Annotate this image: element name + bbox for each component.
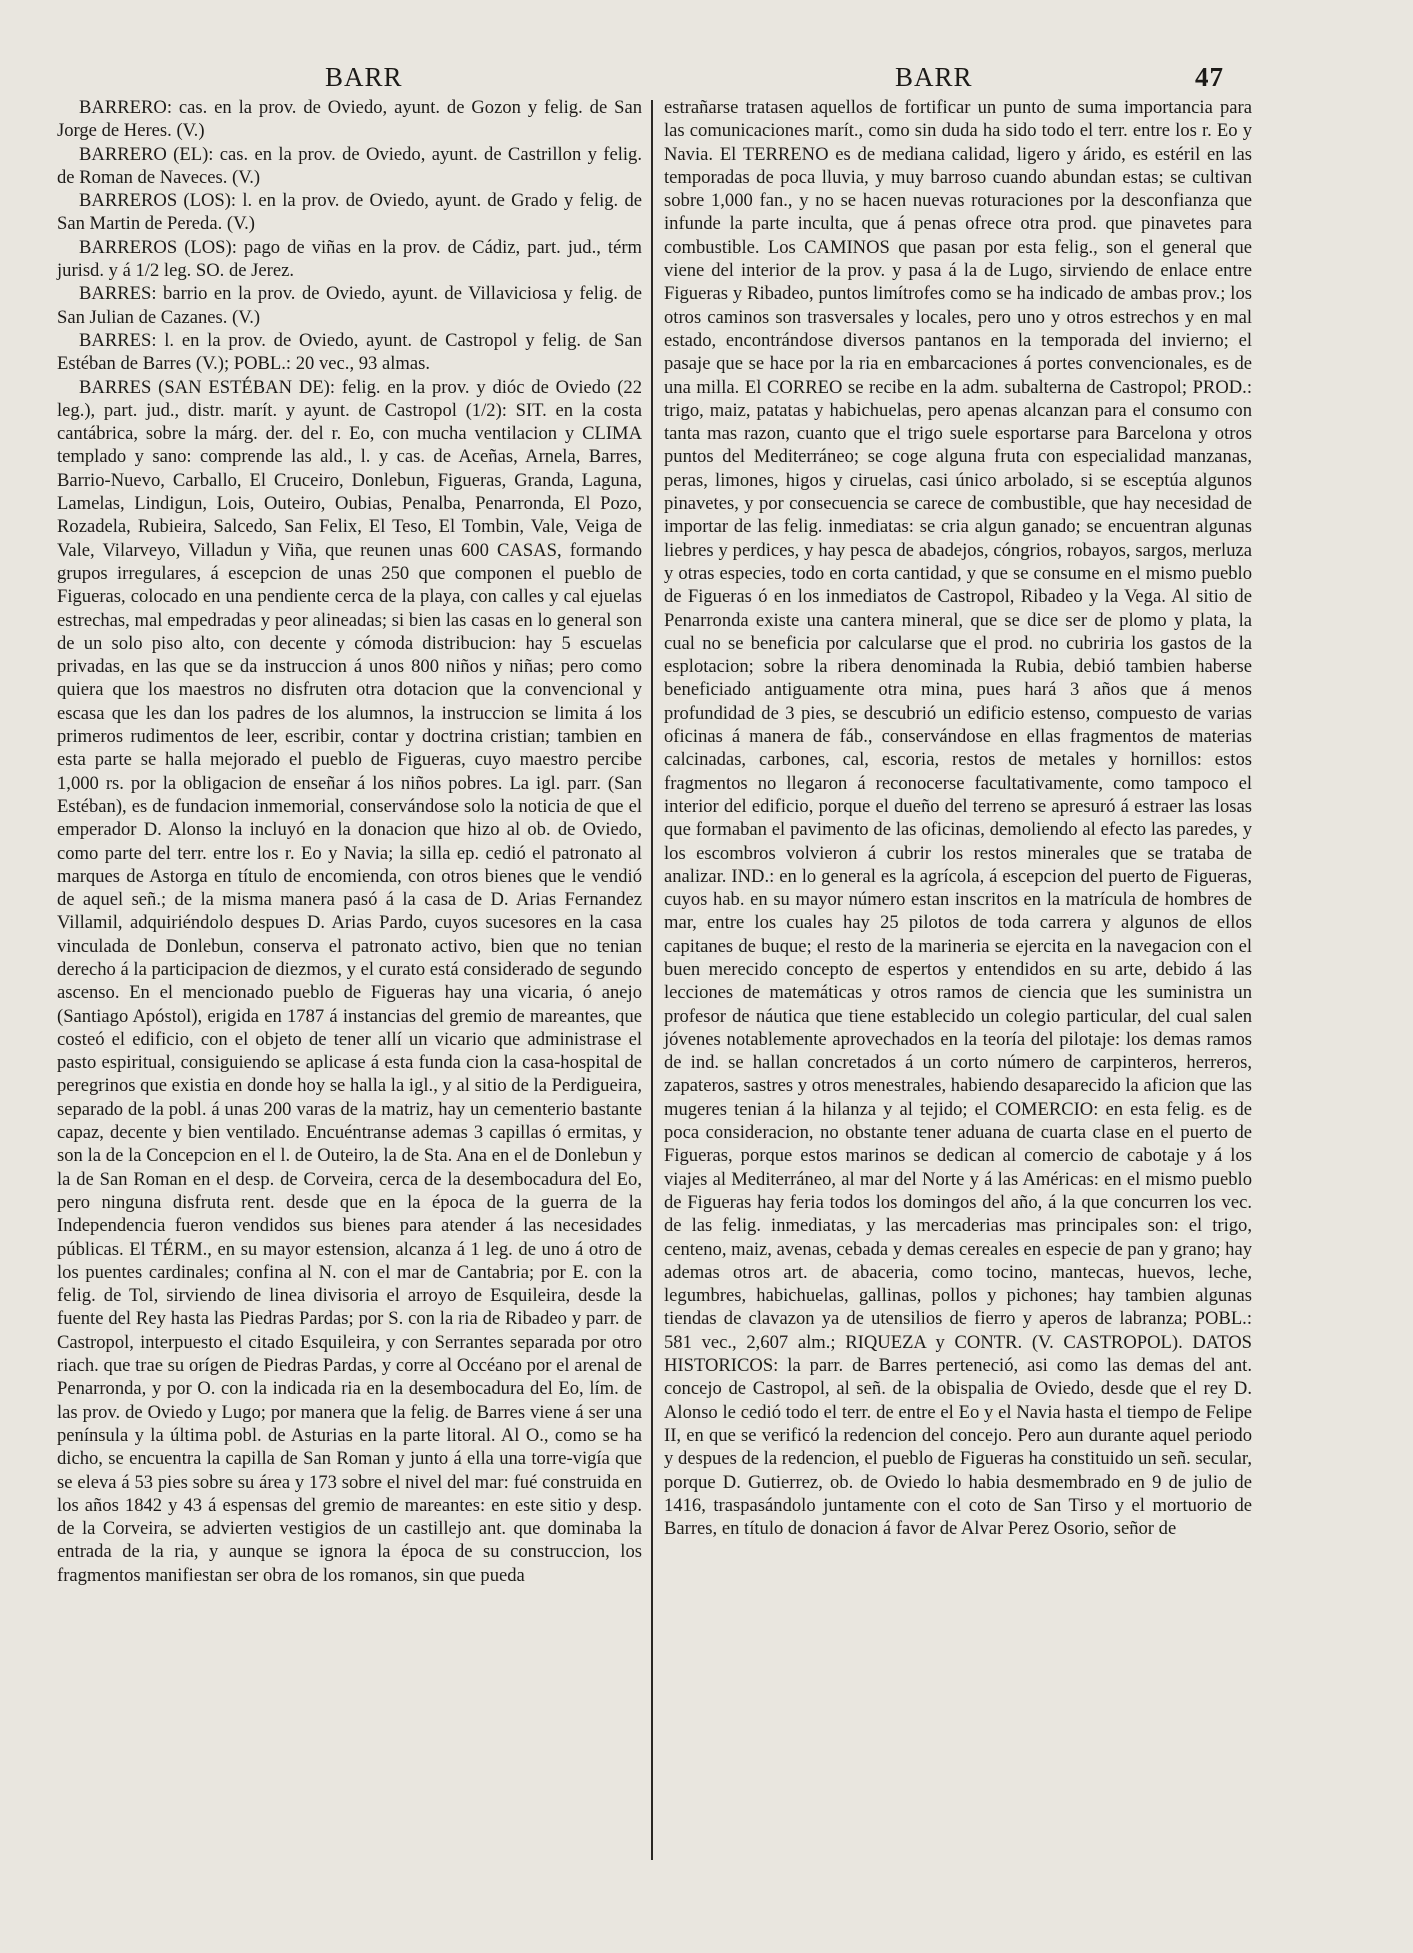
running-header [0,62,1413,98]
running-head-left: BARR [325,62,403,92]
entry-barres-villaviciosa: BARRES: barrio en la prov. de Oviedo, ayunt. de Villaviciosa y felig. de San Julian de Cazanes. (V.) [57,283,642,328]
left-column [57,96,642,1587]
entry-barres-san-esteban: BARRES (SAN ESTÉBAN DE): felig. en la prov. y dióc de Oviedo (22 leg.), part. jud., distr. marít. y ayunt. de Castropol (1/2): SIT. en la costa cantábrica, sobre la márg. der. del r. Eo, con mucha ventilacion y CLIMA templado y sano: comprende las ald., l. y cas. de Aceñas, Arnela, Barres, Barrio-Nuevo, Carballo, El Cruceiro, Donlebun, Figueras, Granda, Laguna, Lamelas, Lindigun, Lois, Outeiro, Oubias, Penalba, Penarronda, El Pozo, Rozadela, Rubieira, Salcedo, San Felix, El Teso, El Tombin, Vale, Veiga de Vale, Vilarveyo, Villadun y Viña, que reunen unas 600 CASAS, formando grupos irregulares, á escepcion de unas 250 que componen el pueblo de Figueras, colocado en una pendiente cerca de la playa, con calles y cal ejuelas estrechas, mal empedradas y peor alineadas; si bien las casas en lo general son de un solo piso alto, con decente y cómoda distribucion: hay 5 escuelas privadas, en las que se da instruccion á unos 800 niños y niñas; pero como quiera que los maestros no disfruten otra dotacion que la convencional y escasa que les dan los padres de los alumnos, la instruccion se limita á los primeros rudimentos de leer, escribir, contar y doctrina cristian; tambien en esta parte se halla mejorado el pueblo de Figueras, cuyo maestro percibe 1,000 rs. por la obligacion de enseñar á los niños pobres. La igl. parr. (San Estéban), es de fundacion inmemorial, conservándose solo la noticia de que el emperador D. Alonso la incluyó en la donacion que hizo al ob. de Oviedo, como parte del terr. entre los r. Eo y Navia; la silla ep. cedió el patronato al marques de Astorga en título de encomienda, con otros bienes que le vendió de aquel señ.; de la misma manera pasó á la casa de D. Arias Fernandez Villamil, adquiriéndolo despues D. Arias Pardo, cuyos sucesores en la casa vinculada de Donlebun, conserva el patronato activo, bien que no tenian derecho á la participacion de diezmos, y el curato está considerado de segundo ascenso. En el mencionado pueblo de Figueras hay una vicaria, ó anejo (Santiago Apóstol), erigida en 1787 á instancias del gremio de mareantes, que costeó el edificio, con el objeto de tener allí un vicario que administrase el pasto espiritual, consiguiendo se aplicase á esta funda cion la casa-hospital de peregrinos que existia en donde hoy se halla la igl., y al sitio de la Perdigueira, separado de la pobl. á unas 200 varas de la matriz, hay un cementerio bastante capaz, decente y bien ventilado. Encuéntranse ademas 3 capillas ó ermitas, y son la de la Concepcion en el l. de Outeiro, la de Sta. Ana en el de Donlebun y la de San Roman en el desp. de Corveira, cerca de la desembocadura del Eo, pero ninguna disfruta rent. desde que en la época de la guerra de la Independencia fueron vendidos sus bienes para atender á las necesidades públicas. El TÉRM., en su mayor estension, alcanza á 1 leg. de uno á otro de los puentes cardinales; confina al N. con el mar de Cantabria; por E. con la felig. de Tol, sirviendo de linea divisoria el arroyo de Esquileira, desde la fuente del Rey hasta las Piedras Pardas; por S. con la ria de Ribadeo y parr. de Castropol, interpuesto el citado Esquileira, y con Serrantes separada por otro riach. que trae su orígen de Piedras Pardas, y corre al Occéano por el arenal de Penarronda, y por O. con la indicada ria en la desembocadura del Eo, lím. de las prov. de Oviedo y Lugo; por manera que la felig. de Barres viene á ser una península y la última pobl. de Asturias en la parte litoral. Al O., como se ha dicho, se encuentra la capilla de San Roman y junto á ella una torre-vigía que se eleva á 53 pies sobre su área y 173 sobre el nivel del mar: fué construida en los años 1842 y 43 á espensas del gremio de mareantes: en este sitio y desp. de la Corveira, se advierten vestigios de un castillejo ant. que dominaba la entrada de la ria, y aunque se ignora la época de su construccion, los fragmentos manifiestan ser obra de los romanos, sin que pueda [57,376,642,1586]
entry-barres-castropol: BARRES: l. en la prov. de Oviedo, ayunt. de Castropol y felig. de San Estéban de Barres (V.); POBL.: 20 vec., 93 almas. [57,329,642,375]
entry-barrero-el: BARRERO (EL): cas. en la prov. de Oviedo, ayunt. de Castrillon y felig. de Roman de Naveces. (V.) [57,143,642,188]
running-head-right: BARR [895,62,973,92]
entry-barres-san-esteban-continued: estrañarse tratasen aquellos de fortificar un punto de suma importancia para las comunicaciones marít., como sin duda ha sido todo el terr. entre los r. Eo y Navia. El TERRENO es de mediana calidad, ligero y árido, es estéril en las temporadas de poca lluvia, y muy barroso cuando abundan estas; se cultivan sobre 1,000 fan., y no se hacen nuevas roturaciones por la desconfianza que infunde la parte inculta, que á penas ofrece otra prod. que pinavetes para combustible. Los CAMINOS que pasan por esta felig., son el general que viene del interior de la prov. y pasa á la de Lugo, sirviendo de enlace entre Figueras y Ribadeo, puntos limítrofes como se ha indicado de ambas prov.; los otros caminos son trasversales y locales, pero uno y otros estrechos y en mal estado, encontrándose diversos pantanos en la temporada del invierno; el pasaje que se hace por la ria en embarcaciones á portes convencionales, es de una milla. El CORREO se recibe en la adm. subalterna de Castropol; PROD.: trigo, maiz, patatas y habichuelas, pero apenas alcanzan para el consumo con tanta mas razon, cuanto que el trigo suele esportarse para Barcelona y otros puntos del Mediterráneo; se coge alguna fruta con especialidad manzanas, peras, limones, higos y ciruelas, casi único arbolado, si se esceptúa algunos pinavetes, y por consecuencia se carece de combustible, que hay necesidad de importar de las felig. inmediatas: se cria algun ganado; se encuentran algunas liebres y perdices, y hay pesca de abadejos, cóngrios, robayos, sargos, merluza y otras especies, todo en corta cantidad, y que se consume en el mismo pueblo de Figueras ó en los inmediatos de Castropol, Ribadeo y la Vega. Al sitio de Penarronda existe una cantera mineral, que se dice ser de plomo y plata, la cual no se beneficia por calcularse que el prod. no cubriria los gastos de la esplotacion; sobre la ribera denominada la Rubia, debió tambien haberse beneficiado antiguamente otra mina, pues hará 3 años que á menos profundidad de 3 pies, se descubrió un edificio estenso, compuesto de varias oficinas á manera de fáb., conservándose en ellas fragmentos de materias calcinadas, carbones, cal, escoria, restos de metales y hornillos: estos fragmentos no llegaron á reconocerse facultativamente, como tampoco el interior del edificio, porque el dueño del terreno se apresuró á estraer las losas que formaban el pavimento de las oficinas, demoliendo al efecto las paredes, y los escombros volvieron á cubrir los restos minerales que se trataba de analizar. IND.: en lo general es la agrícola, á escepcion del puerto de Figueras, cuyos hab. en su mayor número estan inscritos en la matrícula de hombres de mar, entre los cuales hay 25 pilotos de toda carrera y algunos de ellos capitanes de buque; el resto de la marineria se ejercita en la navegacion con el buen merecido concepto de espertos y entendidos en su arte, debido á las lecciones de matemáticas y otros ramos de ciencia que les suministra un profesor de náutica que tiene establecido un colegio particular, del cual salen jóvenes notablemente aprovechados en la teoría del pilotaje: los demas ramos de ind. se hallan concretados á un corto número de carpinteros, herreros, zapateros, sastres y otros menestrales, habiendo desaparecido la aficion que las mugeres tenian á la hilanza y al tejido; el COMERCIO: en esta felig. es de poca consideracion, no obstante tener aduana de cuarta clase en el puerto de Figueras, porque estos marinos se dedican al comercio de cabotaje y á los viajes al Mediterráneo, al mar del Norte y á las Américas: en el mismo pueblo de Figueras hay feria todos los domingos del año, á la que concurren los vec. de las felig. inmediatas, y las mercaderias mas principales son: el trigo, centeno, maiz, avenas, cebada y demas cereales en especie de pan y grano; hay ademas otros art. de abaceria, como tocino, mantecas, huevos, leche, legumbres, habichuelas, gallinas, pollos y pichones; hay tambien algunas tiendas de clavazon ya de utensilios de fierro y aperos de labranza; POBL.: 581 vec., 2,607 alm.; RIQUEZA y CONTR. (V. CASTROPOL). DATOS HISTORICOS: la parr. de Barres perteneció, asi como las demas del ant. concejo de Castropol, al señ. de la obispalia de Oviedo, desde que el rey D. Alonso le cedió todo el terr. de entre el Eo y el Navia hasta el tiempo de Felipe II, en que se verificó la redencion del concejo. Pero aun durante aquel periodo y despues de la redencion, el pueblo de Figueras ha constituido un señ. secular, porque D. Gutierrez, ob. de Oviedo lo habia desmembrado en 9 de julio de 1416, traspasándolo juntamente con el coto de San Tirso y el mortuorio de Barres, en título de donacion á favor de Alvar Perez Osorio, señor de [664,97,1252,1540]
entry-barreros-los-grado: BARREROS (LOS): l. en la prov. de Oviedo, ayunt. de Grado y felig. de San Martin de Pereda. (V.) [57,190,642,235]
column-divider [651,100,653,1860]
page-number: 47 [1195,62,1224,92]
entry-barreros-los-cadiz: BARREROS (LOS): pago de viñas en la prov. de Cádiz, part. jud., térm jurisd. y á 1/2 leg. SO. de Jerez. [57,236,642,282]
right-column [664,96,1252,1540]
entry-barrero: BARRERO: cas. en la prov. de Oviedo, ayunt. de Gozon y felig. de San Jorge de Heres. (V.) [57,97,642,142]
